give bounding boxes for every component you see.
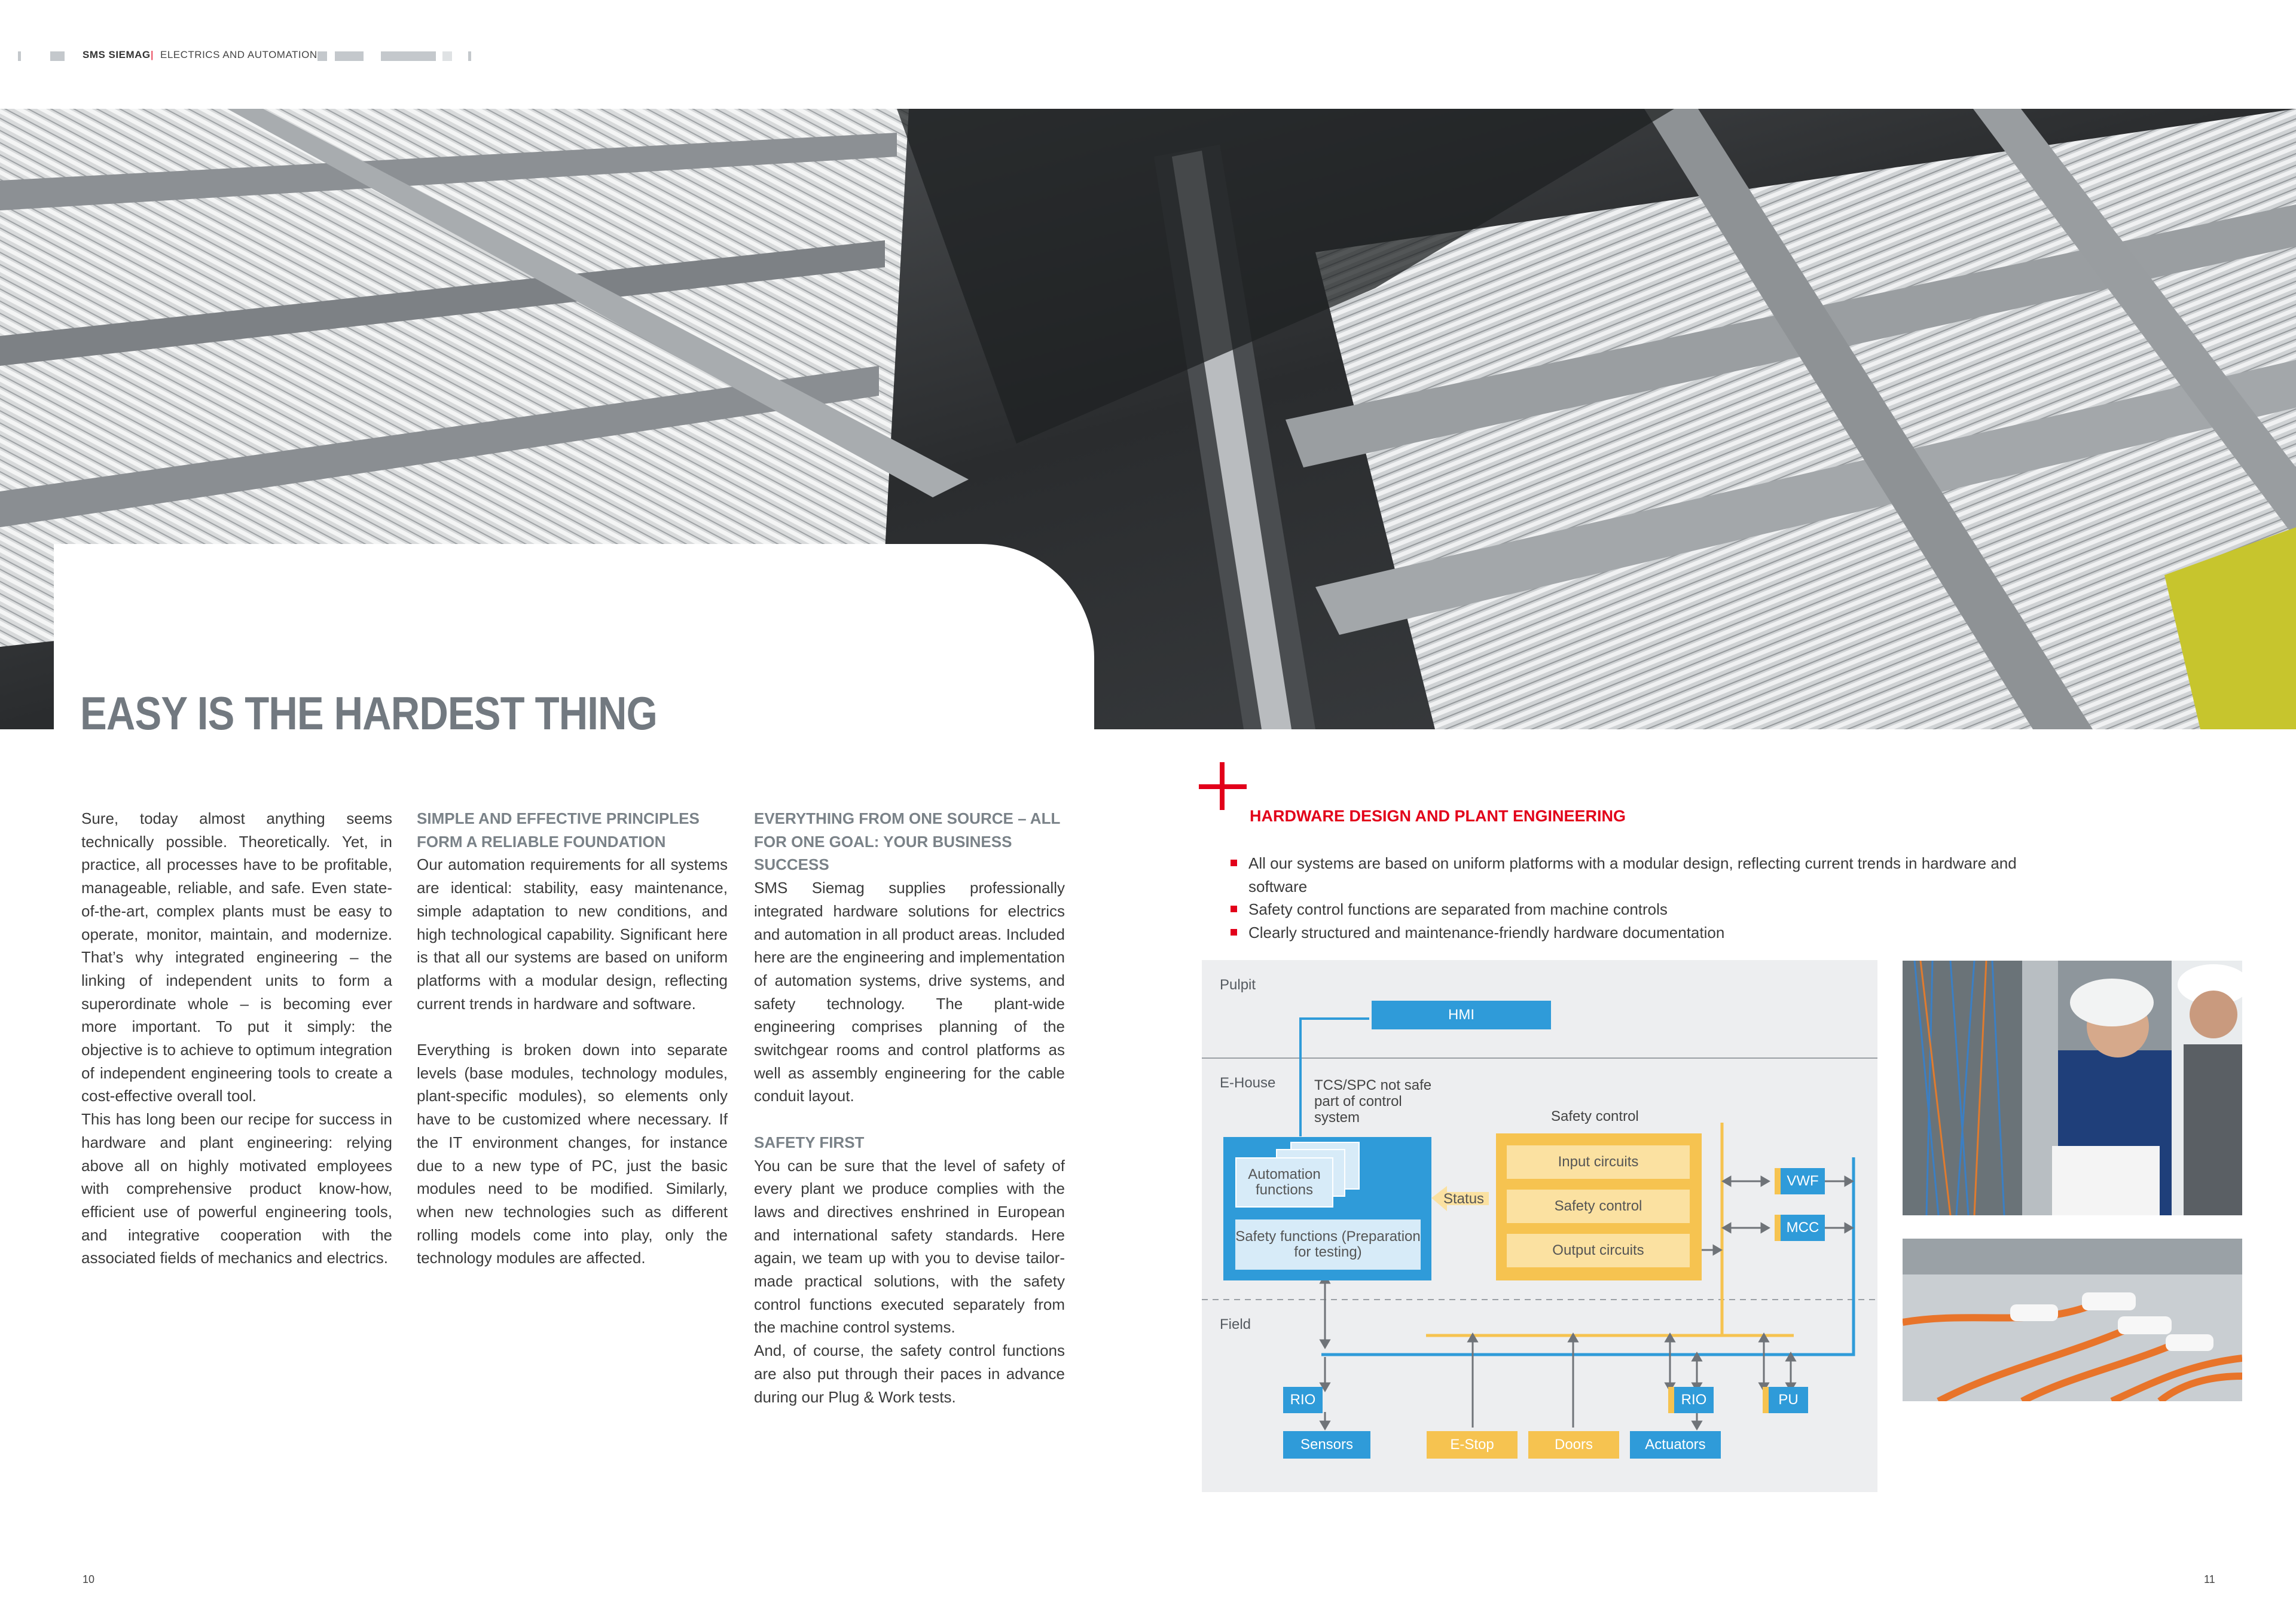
safety-control-box: Safety control: [1507, 1190, 1690, 1223]
paragraph: And, of course, the safety control functions are also put through their paces in advance during our Plug & Work tests.: [754, 1341, 1065, 1406]
header-mark: [50, 51, 65, 61]
header-mark: [442, 51, 452, 61]
cable-connectors-photo: [1903, 1239, 2242, 1401]
paragraph: This has long been our recipe for success in hardware and plant engineering: relying above all on highly motivated employees with comprehensive product know-how, efficient use of powerful engineering tools, and integrative cooperation with the associated fields of mechanics and electrics.: [81, 1110, 392, 1267]
status-label: Status: [1443, 1191, 1485, 1207]
header-mark: [468, 51, 471, 61]
header-separator: |: [151, 49, 154, 60]
header-mark: [18, 51, 21, 61]
text-column-2: [417, 807, 728, 1270]
page-number-right: 11: [2204, 1573, 2215, 1585]
header-mark: [335, 51, 364, 61]
rio-box: RIO: [1283, 1387, 1323, 1413]
paragraph: You can be sure that the level of safety of every plant we produce complies with the laws and directives enshrined in European and international safety standards. Here again, we team up with you to devise tailor-made practical solutions, with the safety control functions executed separately from the machine control systems.: [754, 1156, 1065, 1337]
feature-list: [1231, 852, 2068, 945]
input-circuits-box: Input circuits: [1507, 1145, 1690, 1179]
paragraph: SMS Siemag supplies professionally integrated hardware solutions for electrics and automation in all product areas. Included here are the engineering and implementation of automation systems, drive systems, and safety technology. The plant-wide engineering comprises planning of the switchgear rooms and control platforms as well as assembly engineering for the cable conduit layout.: [754, 879, 1065, 1105]
paragraph: Sure, today almost anything seems technically possible. Theoretically. Yet, in practice, all processes have to be profitable, manageable, reliable, and safe. Even state-of-the-art, complex plants must be easy to operate, monitor, maintain, and modernize. That’s why integrated engineering – the linking of independent units to form a superordinate whole – is becoming ever more important. To put it simply: the objective is to achieve to optimum integration of independent engineering tools to create a cost-effective overall tool.: [81, 809, 392, 1105]
section-heading: SAFETY FIRST: [754, 1133, 865, 1151]
section-heading: EVERYTHING FROM ONE SOURCE – ALL FOR ONE GOAL: YOUR BUSINESS SUCCESS: [754, 809, 1060, 874]
safety-functions-box: Safety functions (Preparation for testing): [1235, 1219, 1421, 1270]
division-name: ELECTRICS AND AUTOMATION: [160, 49, 317, 60]
sensors-box: Sensors: [1283, 1431, 1370, 1459]
safety-control-title: Safety control: [1551, 1108, 1639, 1124]
header-mark: [317, 51, 327, 61]
output-circuits-box: Output circuits: [1507, 1234, 1690, 1267]
right-heading: HARDWARE DESIGN AND PLANT ENGINEERING: [1250, 807, 1626, 825]
estop-box: E-Stop: [1427, 1431, 1518, 1459]
vwf-box: VWF: [1775, 1168, 1825, 1194]
text-column-3: [754, 807, 1065, 1408]
list-item: All our systems are based on uniform platforms with a modular design, reflecting current trends in hardware and software: [1231, 852, 2068, 898]
zone-label-field: Field: [1220, 1316, 1251, 1332]
mcc-box: MCC: [1775, 1215, 1825, 1241]
rio-box: RIO: [1668, 1387, 1714, 1413]
tcs-note: TCS/SPC not safe part of control system: [1314, 1077, 1432, 1126]
engineers-photo: [1903, 961, 2242, 1215]
doors-box: Doors: [1528, 1431, 1619, 1459]
header-mark: [381, 51, 436, 61]
actuators-box: Actuators: [1630, 1431, 1721, 1459]
paragraph: Everything is broken down into separate levels (base modules, technology modules, plant-specific modules), so elements only have to be customized where necessary. If the IT environment changes, for instance due to a new type of PC, just the basic modules need to be modified. Similarly, when new technologies such as different rolling models come into play, only the technology modules are affected.: [417, 1041, 728, 1267]
page-header: [0, 49, 2296, 63]
list-item: Clearly structured and maintenance-friendly hardware documentation: [1231, 921, 2068, 945]
section-heading: SIMPLE AND EFFECTIVE PRINCIPLES FORM A RELIABLE FOUNDATION: [417, 809, 700, 851]
page-number-left: 10: [83, 1573, 95, 1585]
zone-label-ehouse: E-House: [1220, 1075, 1276, 1091]
hmi-box: HMI: [1372, 1001, 1551, 1029]
text-column-1: [81, 807, 392, 1270]
zone-label-pulpit: Pulpit: [1220, 977, 1256, 993]
list-item: Safety control functions are separated from machine controls: [1231, 898, 2068, 921]
page-title: EASY IS THE HARDEST THING: [80, 687, 657, 739]
control-architecture-diagram: [1202, 960, 1877, 1492]
plus-icon: [1199, 784, 1247, 789]
paragraph: Our automation requirements for all systems are identical: stability, easy maintenance, simple adaptation to new conditions, and high technological capability. Significant here is that all our systems are based on uniform platforms with a modular design, reflecting current trends in hardware and software.: [417, 855, 728, 1013]
pu-box: PU: [1763, 1387, 1808, 1413]
brand-name: SMS SIEMAG: [83, 49, 151, 60]
automation-functions-box: Automation functions: [1235, 1157, 1333, 1208]
